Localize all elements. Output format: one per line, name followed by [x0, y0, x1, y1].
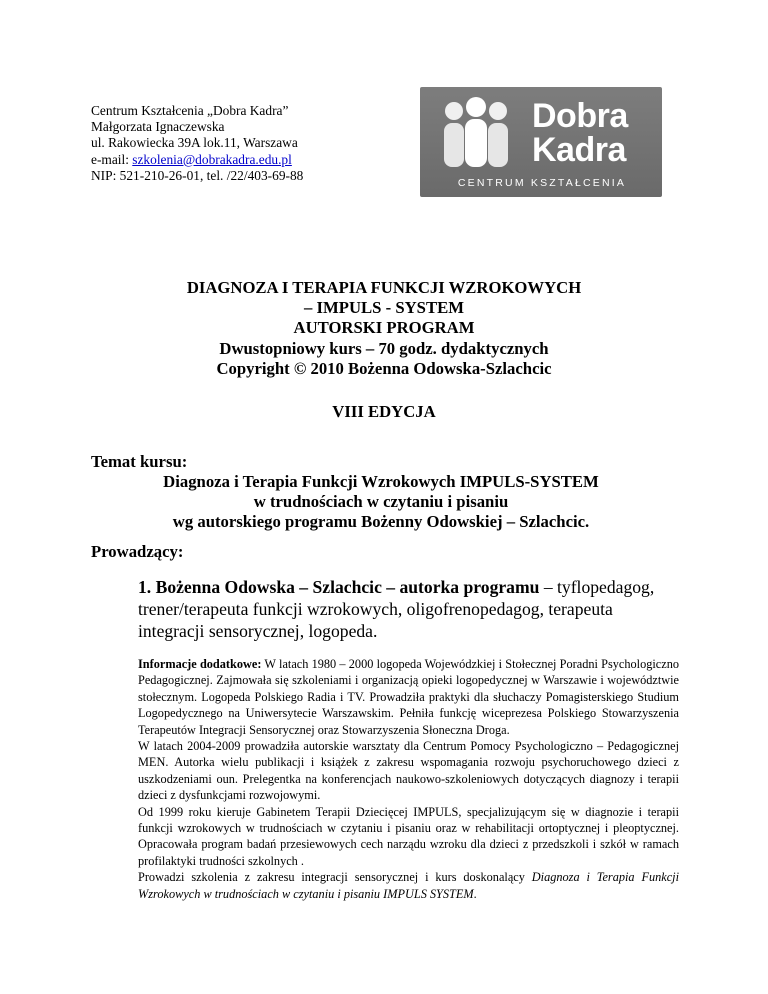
org-name: Centrum Kształcenia „Dobra Kadra” [91, 103, 289, 118]
course-topic [91, 472, 671, 533]
nip-phone: NIP: 521-210-26-01, tel. /22/403-69-88 [91, 167, 304, 183]
organization-header [91, 103, 303, 184]
title-line-1: DIAGNOZA I TERAPIA FUNKCJI WZROKOWYCH [186, 278, 582, 297]
course-topic-label: Temat kursu: [91, 452, 188, 471]
address: ul. Rakowiecka 39A lok.11, Warszawa [91, 135, 298, 151]
title-line-4: Dwustopniowy kurs – 70 godz. dydaktycznych [219, 338, 549, 358]
info-paragraph-1: Informacje dodatkowe: W latach 1980 – 2000 logopeda Wojewódzkiej i Stołecznej Poradni Psychologiczno Pedagogicznej. Zajmowała się szkoleniami i organizacją opieki logopedycznej w Warszawie i województwie stołecznym. Logopeda Polskiego Radia i TV. Prowadziła praktyki dla słuchaczy Pomagisterskiego Studium Logopedycznego na Uniwersytecie Warszawskim. Pełniła funkcję wiceprezesa Polskiego Stowarzyszenia Terapeutów Integracji Sensorycznej oraz Stowarzyszenia Słoneczna Droga. [138, 657, 679, 737]
info-label: Informacje dodatkowe: [138, 657, 262, 671]
contact-person: Małgorzata Ignaczewska [91, 119, 225, 135]
instructors-label: Prowadzący: [91, 542, 184, 561]
edition-heading: VIII EDYCJA [332, 402, 436, 421]
logo-tagline: CENTRUM KSZTAŁCENIA [457, 177, 627, 189]
course-name-italic: Diagnoza i Terapia Funkcji Wzrokowych w trudnościach w czytaniu i pisaniu IMPULS SYSTEM [138, 870, 679, 901]
info-paragraph-4: Prowadzi szkolenia z zakresu integracji sensorycznej i kurs doskonalący Diagnoza i Terapia Funkcji Wzrokowych w trudnościach w czytaniu i pisaniu IMPULS SYSTEM. [138, 870, 679, 901]
additional-info [138, 656, 679, 902]
email-link[interactable]: szkolenia@dobrakadra.edu.pl [132, 151, 292, 167]
email-line [91, 152, 303, 168]
email-label: e-mail: [91, 151, 133, 167]
topic-line-3: wg autorskiego programu Bożenny Odowskiej – Szlachcic. [172, 512, 590, 532]
instructor-entry [138, 577, 683, 642]
logo-text-dobra: Dobra [532, 97, 628, 135]
info-paragraph-2: W latach 2004-2009 prowadziła autorskie warsztaty dla Centrum Pomocy Psychologiczno – Pedagogicznej MEN. Autorka wielu publikacji i książek z zakresu wspomagania rozwoju psychoruchowego dzieci z uszkodzeniami oun. Prelegentka na konferencjach naukowo-szkoleniowych dotyczących diagnozy i terapii dzieci z dysfunkcjami rozwojowymi. [138, 739, 679, 803]
title-line-5: Copyright © 2010 Bożenna Odowska-Szlachcic [216, 358, 552, 378]
instructor-name: 1. Bożenna Odowska – Szlachcic – autorka programu [138, 577, 540, 597]
title-line-2: – IMPULS - SYSTEM [304, 298, 464, 318]
dobra-kadra-logo [420, 87, 662, 197]
people-logo-icon [420, 87, 532, 177]
topic-line-2: w trudnościach w czytaniu i pisaniu [253, 492, 509, 512]
instructor-description: – tyflopedagog, trener/terapeuta funkcji wzrokowych, oligofrenopedagog, terapeuta integracji sensorycznej, logopeda. [138, 577, 655, 641]
logo-text-kadra: Kadra [532, 131, 626, 169]
document-title [0, 278, 768, 379]
info-paragraph-3: Od 1999 roku kieruje Gabinetem Terapii Dziecięcej IMPULS, specjalizującym się w diagnozie i terapii funkcji wzrokowych w trudnościach w czytaniu i pisaniu oraz w rehabilitacji ortoptycznej i pleoptycznej. Opracowała program badań przesiewowych cech narządu wzroku dla dzieci z przedszkoli i szkół w ramach profilaktyki trudności szkolnych . [138, 804, 679, 868]
title-line-3: AUTORSKI PROGRAM [293, 318, 475, 338]
topic-line-1: Diagnoza i Terapia Funkcji Wzrokowych IMPULS-SYSTEM [163, 472, 599, 491]
